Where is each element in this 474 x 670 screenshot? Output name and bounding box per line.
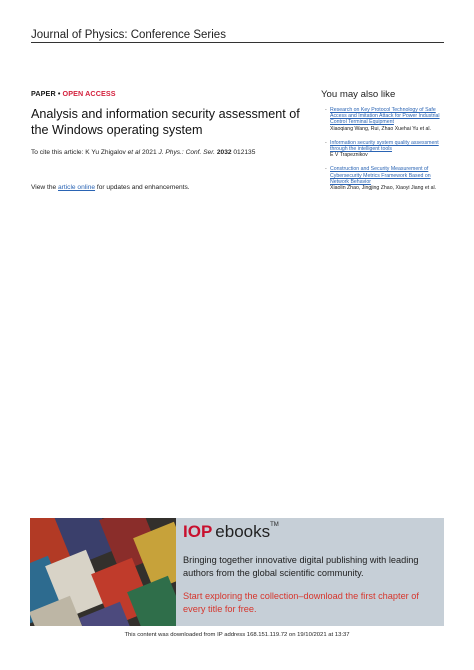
- cite-volume: 2032: [216, 149, 232, 156]
- related-item: [325, 139, 446, 159]
- related-title-link[interactable]: Research on Key Protocol Technology of Safe Access and Imitation Attack for Power Industrial Control Terminal Equipment: [330, 107, 440, 126]
- cite-etal: et al: [127, 149, 141, 156]
- cite-article: 012135: [231, 149, 256, 156]
- paper-title: Analysis and information security assessment of the Windows operating system: [31, 107, 300, 137]
- banner-tagline: Bringing together innovative digital publishing with leading authors from the global scientific community.: [183, 555, 419, 578]
- download-footer-note: This content was downloaded from IP address 168.151.119.72 on 19/10/2021 at 13:37: [124, 632, 350, 638]
- iop-ebooks-banner[interactable]: [30, 518, 444, 626]
- related-authors: E V Trapeznikov: [330, 152, 368, 159]
- cite-prefix: To cite this article: K Yu Zhigalov: [31, 149, 128, 156]
- related-item: [325, 107, 446, 132]
- journal-name: Journal of Physics: Conference Series: [31, 29, 226, 41]
- logo-trademark: TM: [270, 522, 279, 528]
- citation-line: [31, 149, 255, 156]
- iop-ebooks-logo: [183, 522, 279, 542]
- paper-label: PAPER: [31, 89, 56, 98]
- logo-ebooks-text: ebooks: [215, 522, 271, 541]
- you-may-also-like-heading: You may also like: [321, 89, 396, 100]
- related-title-link[interactable]: Construction and Security Measurement of Cybersecurity Metrics Framework Based on Network Behavior: [330, 166, 431, 185]
- cite-journal: J. Phys.: Conf. Ser.: [158, 149, 216, 156]
- related-authors: Xiaolin Zhao, Jingjing Zhao, Xiaoyi Jiang et al.: [330, 185, 437, 192]
- related-item: [325, 166, 446, 192]
- cite-year: 2021: [140, 149, 159, 156]
- header-divider: [31, 42, 444, 43]
- logo-iop-text: IOP: [183, 522, 213, 541]
- related-authors: Xiaoqiang Wang, Rui, Zhao Xuehai Yu et al.: [330, 125, 431, 132]
- bullet-icon: -: [325, 107, 327, 113]
- book-covers-image: [30, 518, 176, 626]
- bullet-icon: -: [325, 166, 327, 173]
- bullet-icon: -: [325, 139, 327, 146]
- tag-separator: •: [55, 89, 63, 98]
- view-online-line: [31, 184, 190, 191]
- related-title-link[interactable]: Information security system quality assessment through the intelligent tools: [330, 139, 439, 153]
- article-online-link[interactable]: article online: [58, 184, 96, 191]
- related-articles-list: [325, 107, 446, 199]
- open-access-label: OPEN ACCESS: [62, 89, 116, 98]
- paper-type-tag: [31, 89, 116, 98]
- view-suffix: for updates and enhancements.: [95, 184, 190, 191]
- view-prefix: View the: [31, 184, 59, 191]
- banner-cta-link[interactable]: Start exploring the collection–download the first chapter of every title for free.: [183, 591, 419, 614]
